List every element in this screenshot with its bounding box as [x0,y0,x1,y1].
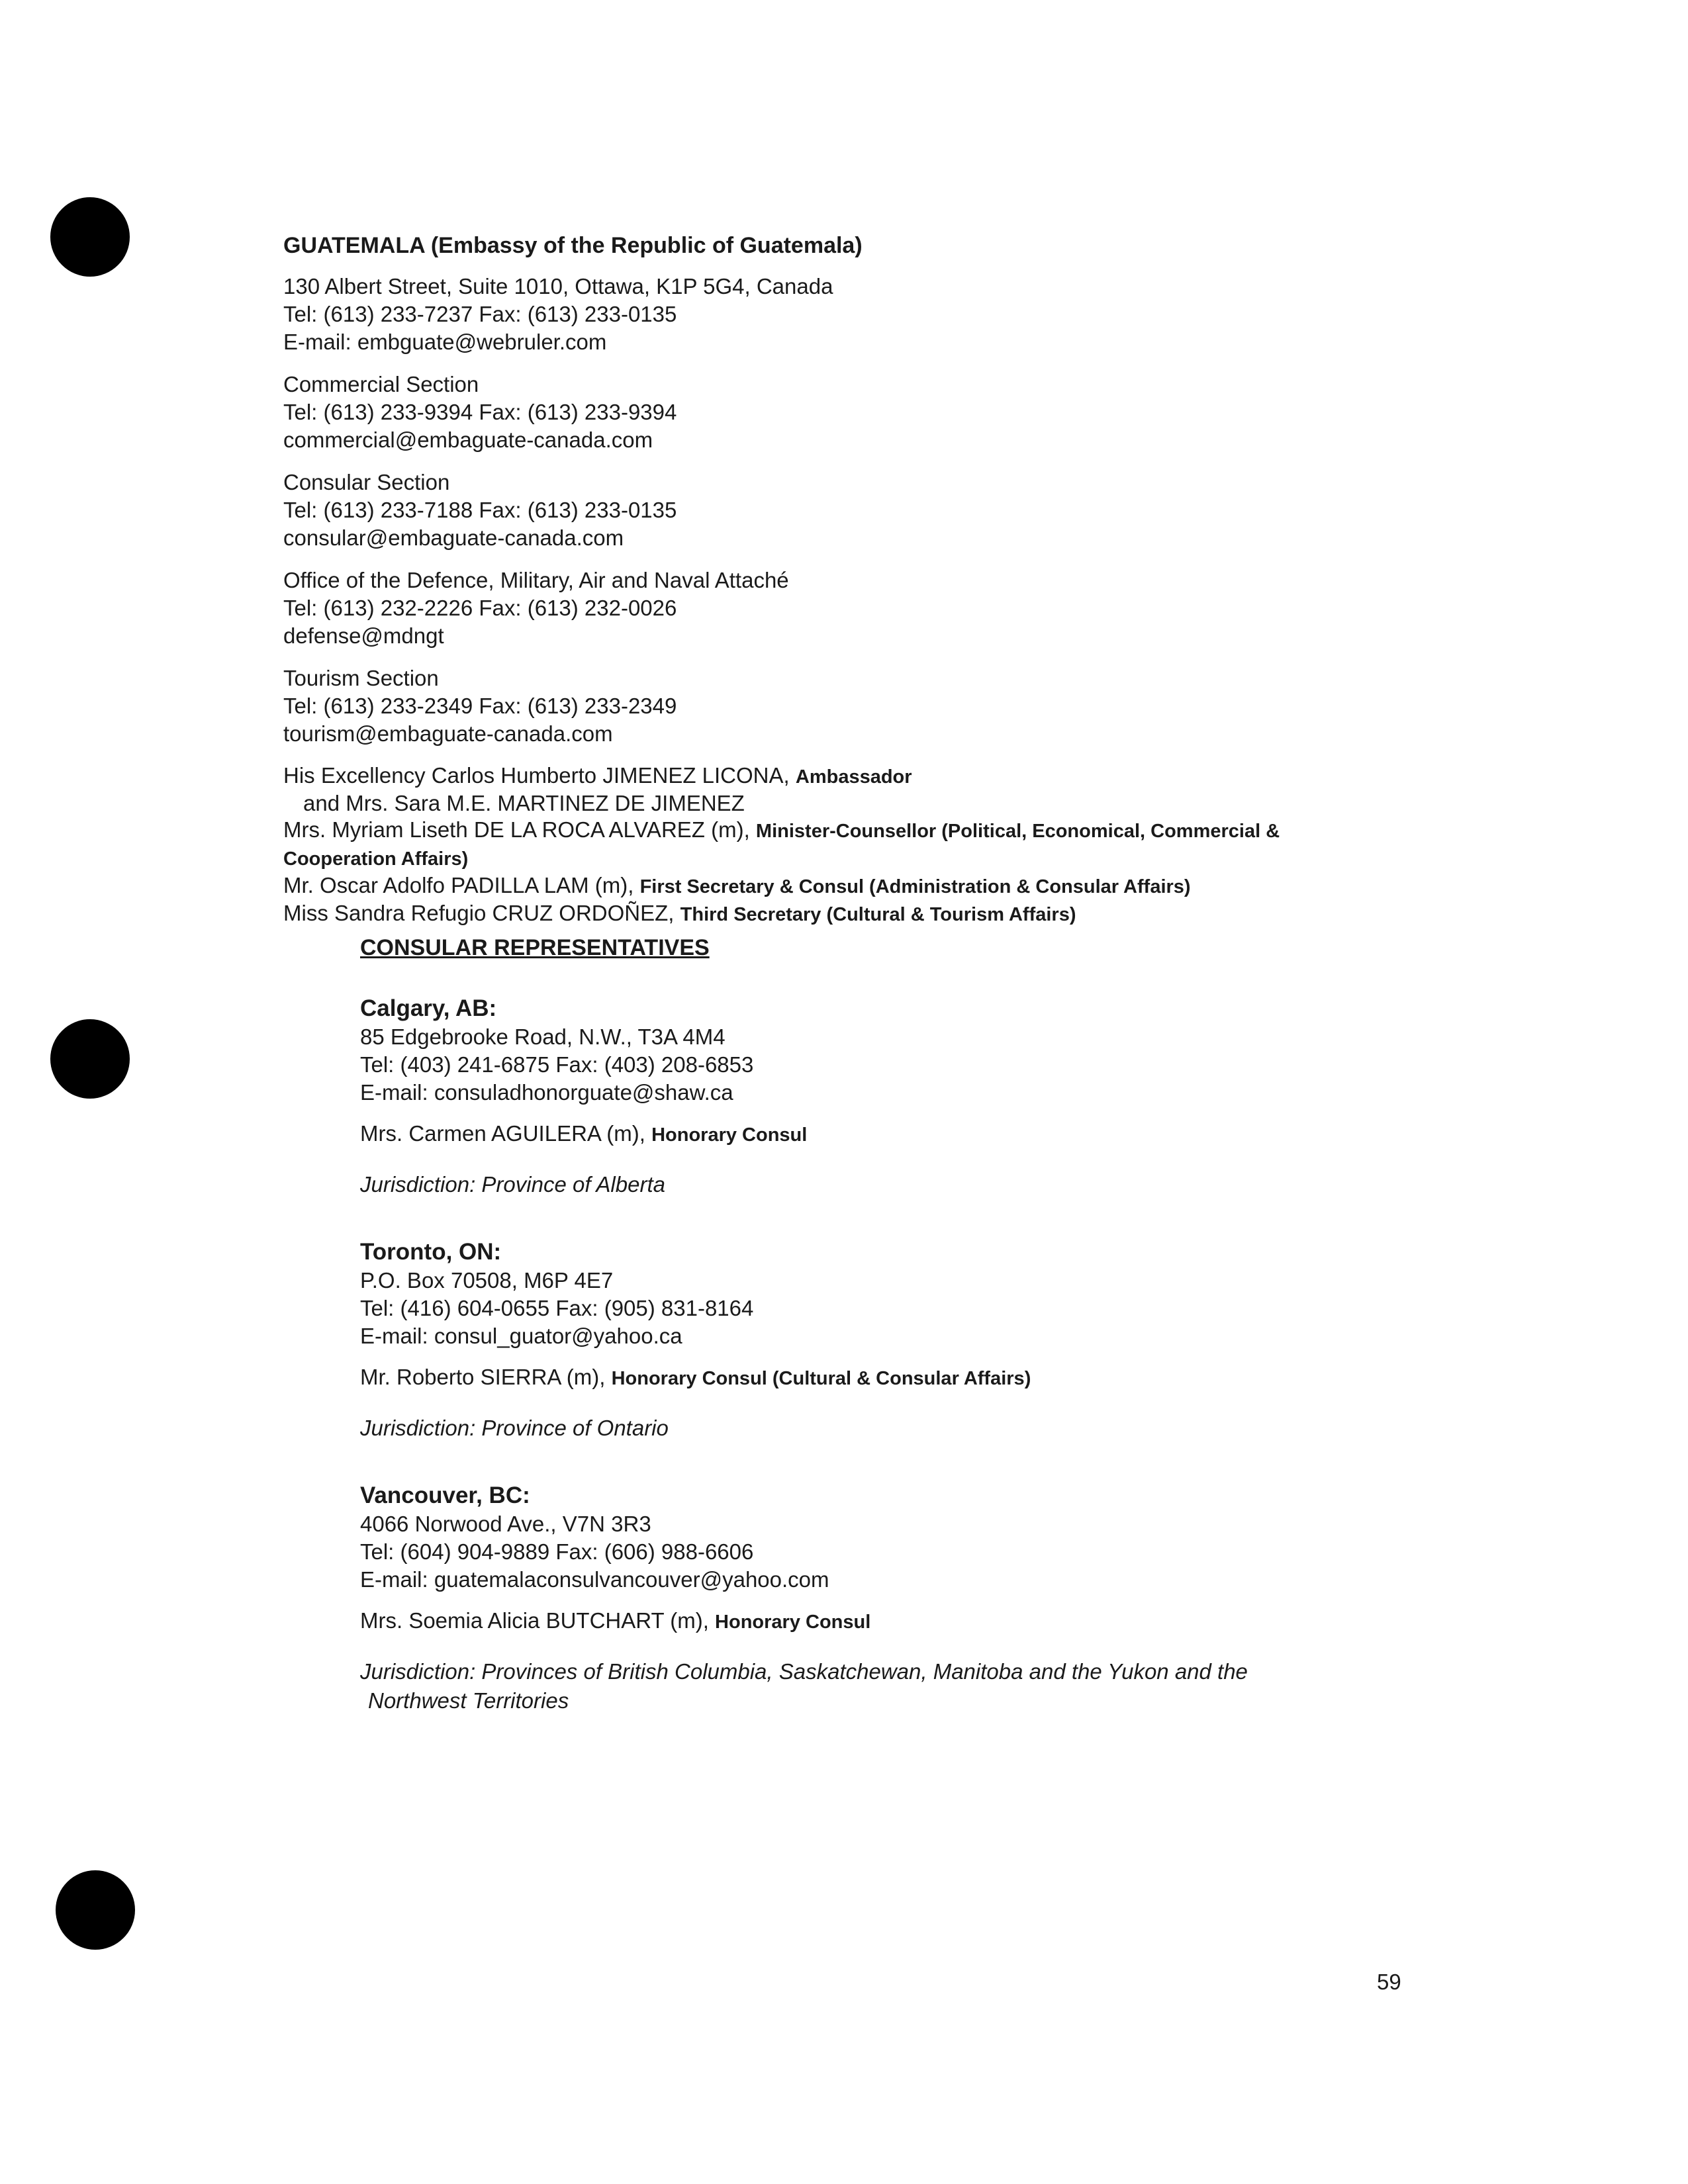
staff-entry [283,790,1409,817]
staff-name: Miss Sandra Refugio CRUZ ORDOÑEZ, [283,901,675,925]
section-email: consular@embaguate-canada.com [283,525,624,550]
section-name: Office of the Defence, Military, Air and Naval Attaché [283,568,789,592]
section-name: Tourism Section [283,666,439,690]
consulate-vancouver [360,1481,1419,1715]
section-defence-attache [283,567,1409,650]
consul-role: Honorary Consul [651,1124,808,1146]
consulate-email: E-mail: guatemalaconsulvancouver@yahoo.com [360,1567,829,1592]
embassy-address: 130 Albert Street, Suite 1010, Ottawa, K1P 5G4, Canada [283,274,833,298]
embassy-tel-fax: Tel: (613) 233-7237 Fax: (613) 233-0135 [283,302,677,326]
consulate-person [360,1363,1419,1392]
staff-name: Mr. Oscar Adolfo PADILLA LAM (m), [283,873,634,897]
consul-name: Mrs. Soemia Alicia BUTCHART (m), [360,1608,709,1633]
jurisdiction-line: Jurisdiction: Provinces of British Columbia, Saskatchewan, Manitoba and the Yukon and the [360,1659,1248,1684]
staff-entry [283,817,1409,844]
staff-role: Ambassador [795,766,912,788]
staff-list [283,762,1409,928]
consulate-tel-fax: Tel: (604) 904-9889 Fax: (606) 988-6606 [360,1539,754,1564]
section-consular [283,469,1409,552]
consulate-jurisdiction [360,1657,1419,1715]
binder-hole-middle [50,1019,130,1099]
consul-name: Mrs. Carmen AGUILERA (m), [360,1121,645,1146]
section-tel-fax: Tel: (613) 233-2349 Fax: (613) 233-2349 [283,694,677,718]
consulate-person [360,1120,1419,1149]
section-commercial [283,371,1409,454]
binder-hole-top [50,197,130,277]
embassy-title: GUATEMALA (Embassy of the Republic of Guatemala) [283,233,863,258]
consul-role: Honorary Consul [715,1612,871,1633]
consulate-city: Calgary, AB: [360,995,497,1021]
section-tourism [283,664,1409,748]
section-email: tourism@embaguate-canada.com [283,721,613,746]
consul-role: Honorary Consul (Cultural & Consular Affairs) [611,1368,1031,1389]
section-tel-fax: Tel: (613) 233-9394 Fax: (613) 233-9394 [283,400,677,424]
binder-hole-bottom [56,1870,135,1950]
consular-heading: CONSULAR REPRESENTATIVES [360,935,710,960]
consulate-address: 85 Edgebrooke Road, N.W., T3A 4M4 [360,1024,726,1049]
staff-name: Mrs. Myriam Liseth DE LA ROCA ALVAREZ (m), [283,817,750,842]
embassy-entry [283,232,1409,928]
staff-entry-continued [283,844,1409,872]
embassy-email: E-mail: embguate@webruler.com [283,330,607,354]
section-email: defense@mdngt [283,623,444,648]
staff-role: First Secretary & Consul (Administration & Consular Affairs) [639,876,1191,897]
staff-name: His Excellency Carlos Humberto JIMENEZ LICONA, [283,763,790,788]
consular-representatives [360,933,1419,1754]
consul-name: Mr. Roberto SIERRA (m), [360,1365,606,1389]
section-email: commercial@embaguate-canada.com [283,428,653,452]
page-number: 59 [1377,1970,1401,1994]
staff-role: Third Secretary (Cultural & Tourism Affairs) [680,904,1076,925]
staff-entry [283,872,1409,900]
jurisdiction-line-continued: Northwest Territories [368,1688,569,1713]
consulate-person [360,1607,1419,1636]
consulate-toronto [360,1238,1419,1443]
section-tel-fax: Tel: (613) 233-7188 Fax: (613) 233-0135 [283,498,677,522]
consulate-city: Toronto, ON: [360,1239,502,1265]
embassy-contact [283,273,1409,356]
section-name: Commercial Section [283,372,479,396]
consulate-address: P.O. Box 70508, M6P 4E7 [360,1268,614,1293]
section-tel-fax: Tel: (613) 232-2226 Fax: (613) 232-0026 [283,596,677,620]
staff-role: Cooperation Affairs) [283,848,469,870]
section-name: Consular Section [283,470,450,494]
staff-role: Minister-Counsellor (Political, Economical, Commercial & [755,821,1280,842]
staff-name: and Mrs. Sara M.E. MARTINEZ DE JIMENEZ [303,791,745,815]
consulate-tel-fax: Tel: (416) 604-0655 Fax: (905) 831-8164 [360,1296,754,1320]
consulate-calgary [360,994,1419,1199]
consulate-email: E-mail: consuladhonorguate@shaw.ca [360,1080,733,1105]
staff-entry [283,762,1409,790]
consulate-city: Vancouver, BC: [360,1482,530,1508]
consulate-address: 4066 Norwood Ave., V7N 3R3 [360,1512,651,1536]
staff-entry [283,900,1409,928]
consulate-jurisdiction: Jurisdiction: Province of Ontario [360,1416,669,1440]
consulate-jurisdiction: Jurisdiction: Province of Alberta [360,1172,665,1197]
consulate-tel-fax: Tel: (403) 241-6875 Fax: (403) 208-6853 [360,1052,754,1077]
consulate-email: E-mail: consul_guator@yahoo.ca [360,1324,682,1348]
